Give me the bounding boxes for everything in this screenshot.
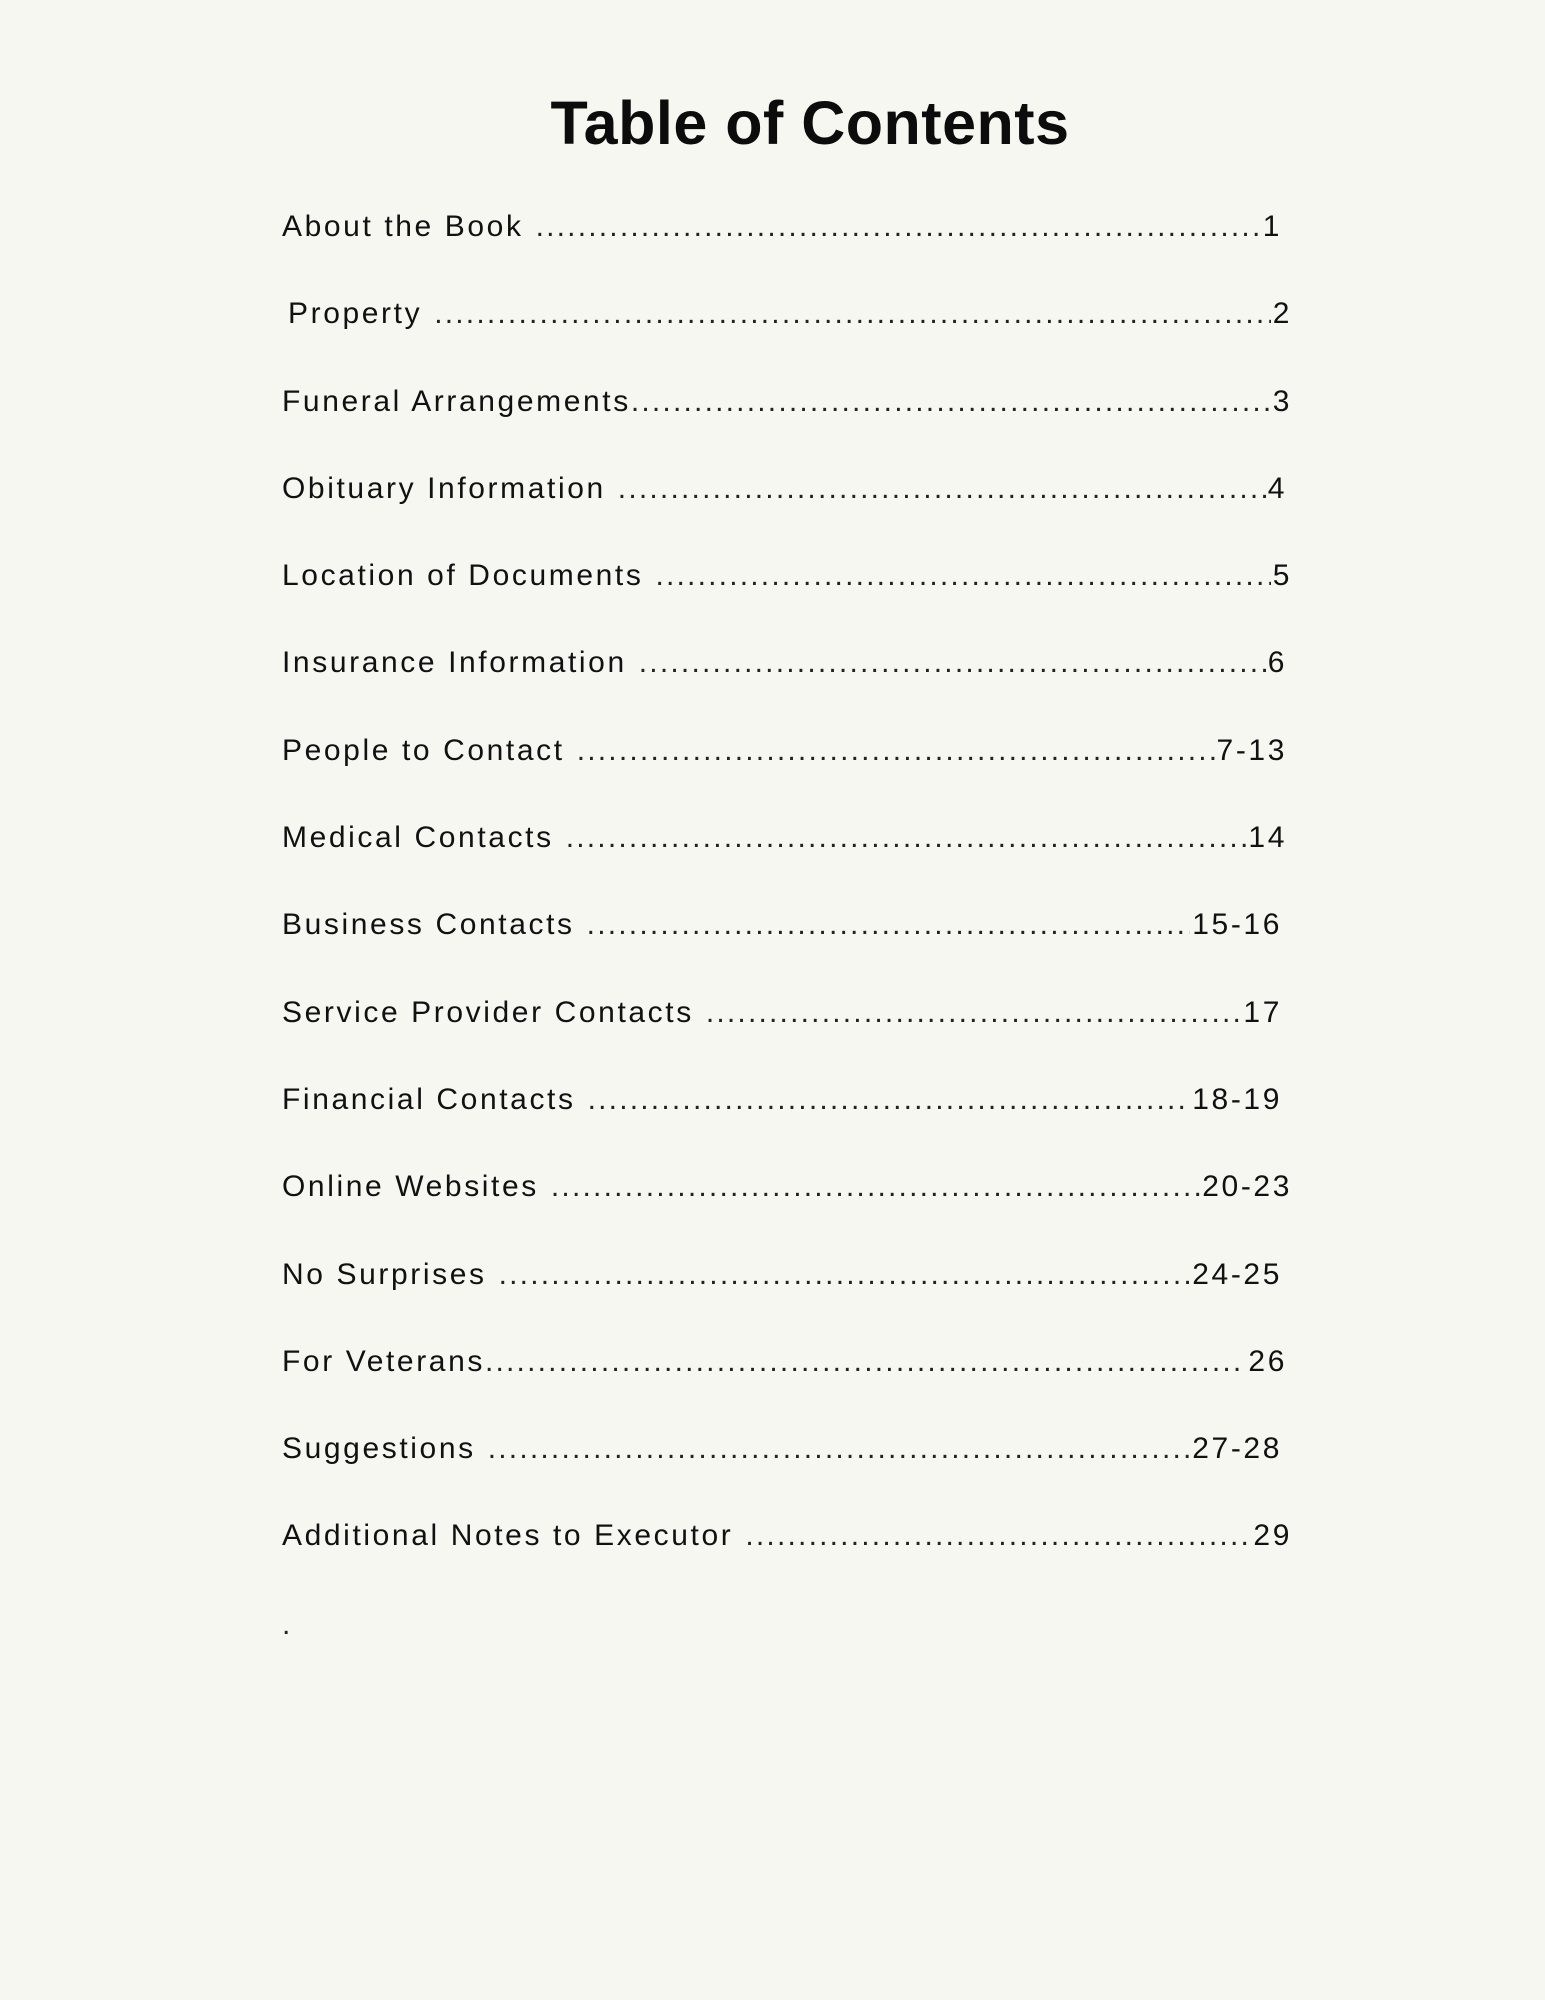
toc-entry-page: 6: [1267, 646, 1287, 680]
dot-leader: [551, 1170, 1200, 1204]
toc-entry-label: Insurance Information: [282, 646, 627, 680]
table-of-contents: [282, 210, 1292, 1607]
toc-entry-page: 26: [1248, 1344, 1287, 1378]
toc-entry-financial-contacts[interactable]: [282, 1083, 1282, 1170]
dot-leader: [588, 1083, 1191, 1117]
toc-entry-page: 20-23: [1202, 1170, 1292, 1204]
toc-entry-page: 27-28: [1192, 1432, 1282, 1466]
toc-entry-page: 17: [1243, 995, 1282, 1029]
toc-entry-page: 2: [1272, 297, 1292, 331]
toc-entry-label: About the Book: [282, 210, 524, 243]
dot-leader: [631, 385, 1271, 419]
toc-entry-label: Obituary Information: [282, 471, 606, 505]
dot-leader: [577, 734, 1215, 768]
toc-entry-page: 5: [1272, 559, 1292, 593]
toc-entry-property[interactable]: [282, 297, 1292, 384]
dot-leader: [566, 821, 1247, 855]
toc-entry-label: Location of Documents: [282, 559, 644, 593]
toc-entry-page: 24-25: [1192, 1257, 1282, 1291]
toc-entry-no-surprises[interactable]: [282, 1258, 1282, 1345]
toc-entry-page: 14: [1248, 821, 1287, 855]
toc-entry-business-contacts[interactable]: [282, 908, 1282, 995]
toc-entry-label: Financial Contacts: [282, 1082, 576, 1116]
toc-entry-page: 3: [1272, 384, 1292, 418]
toc-entry-additional-notes-to-executor[interactable]: [282, 1519, 1292, 1606]
toc-entry-page: 29: [1253, 1519, 1292, 1553]
dot-leader: [706, 996, 1242, 1030]
dot-leader: [434, 297, 1271, 331]
toc-entry-page: 4: [1267, 471, 1287, 505]
toc-entry-suggestions[interactable]: [282, 1432, 1282, 1519]
dot-leader: [745, 1519, 1251, 1553]
toc-entry-label: No Surprises: [282, 1257, 487, 1291]
toc-entry-funeral-arrangements[interactable]: [282, 385, 1292, 472]
dot-leader: [655, 559, 1270, 593]
toc-entry-label: Funeral Arrangements: [282, 384, 631, 418]
dot-leader: [499, 1258, 1191, 1292]
toc-entry-for-veterans[interactable]: [282, 1345, 1287, 1432]
toc-entry-label: Property: [288, 297, 423, 331]
toc-entry-label: Service Provider Contacts: [282, 995, 694, 1029]
toc-entry-page: 7-13: [1216, 733, 1287, 767]
dot-leader: [488, 1432, 1191, 1466]
toc-entry-label: Suggestions: [282, 1432, 476, 1466]
toc-entry-about-the-book[interactable]: [282, 210, 1282, 297]
toc-entry-people-to-contact[interactable]: [282, 734, 1287, 821]
toc-entry-medical-contacts[interactable]: [282, 821, 1287, 908]
toc-entry-page: 1: [1262, 210, 1282, 243]
toc-entry-label: Additional Notes to Executor: [282, 1519, 734, 1553]
toc-entry-label: Business Contacts: [282, 908, 575, 942]
toc-entry-label: Medical Contacts: [282, 821, 554, 855]
toc-entry-insurance-information[interactable]: [282, 646, 1287, 733]
dot-leader: [618, 472, 1266, 506]
toc-entry-label: People to Contact: [282, 733, 565, 767]
toc-entry-page: 15-16: [1192, 908, 1282, 942]
toc-entry-label: For Veterans: [282, 1344, 485, 1378]
dot-leader: [485, 1345, 1246, 1379]
page-title: Table of Contents: [550, 89, 1070, 157]
toc-entry-page: 18-19: [1192, 1082, 1282, 1116]
toc-entry-label: Online Websites: [282, 1170, 539, 1204]
dot-leader: [536, 210, 1261, 244]
toc-entry-obituary-information[interactable]: [282, 472, 1287, 559]
toc-entry-service-provider-contacts[interactable]: [282, 996, 1282, 1083]
toc-entry-location-of-documents[interactable]: [282, 559, 1292, 646]
trailing-mark: .: [282, 1608, 291, 1641]
dot-leader: [639, 646, 1266, 680]
toc-entry-online-websites[interactable]: [282, 1170, 1292, 1257]
dot-leader: [587, 908, 1191, 942]
